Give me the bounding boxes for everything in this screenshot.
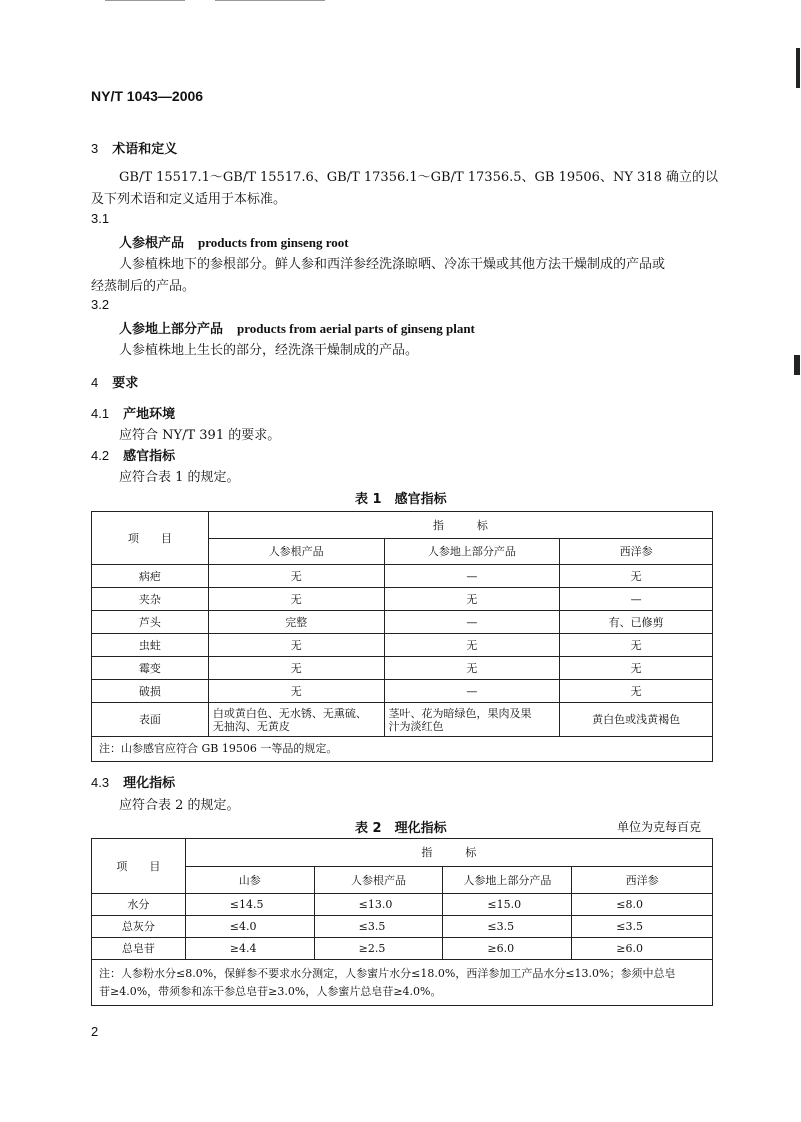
table-cell: — xyxy=(384,611,560,634)
table-cell: 完整 xyxy=(208,611,384,634)
table-cell: 夹杂 xyxy=(92,588,209,611)
table-row xyxy=(92,703,713,737)
section-3-intro-cont: 及下列术语和定义适用于本标准。 xyxy=(91,192,287,207)
table-cell: 白或黄白色、无水锈、无熏硫、 无抽沟、无黄皮 xyxy=(208,703,384,737)
table-row xyxy=(92,657,713,680)
term-3-1-title: 人参根产品 products from ginseng root xyxy=(119,235,349,251)
table-cell: 无 xyxy=(560,680,713,703)
section-4-2-heading: 4.2 感官指标 xyxy=(91,448,176,464)
section-4-1-text: 应符合 NY/T 391 的要求。 xyxy=(119,428,281,443)
table-cell: ≤3.5 xyxy=(572,916,713,938)
table-cell: 总灰分 xyxy=(92,916,186,938)
table-cell: 无 xyxy=(208,680,384,703)
section-4-2-text: 应符合表 1 的规定。 xyxy=(119,470,240,485)
term-3-1-definition: 人参植株地下的参根部分。鲜人参和西洋参经洗涤晾晒、冷冻干燥或其他方法干燥制成的产品或 xyxy=(119,257,666,272)
table-cell: ≤3.5 xyxy=(314,916,443,938)
table-row xyxy=(92,565,713,588)
table-cell: 破损 xyxy=(92,680,209,703)
table-row xyxy=(92,916,713,938)
table-2-col-header: 人参地上部分产品 xyxy=(443,867,572,894)
term-3-1-number: 3.1 xyxy=(91,211,110,226)
table-cell: 水分 xyxy=(92,894,186,916)
section-3-intro: GB/T 15517.1～GB/T 15517.6、GB/T 17356.1～GB/T 17356.5、GB 19506、NY 318 确立的以 xyxy=(119,170,718,185)
scan-edge-mark xyxy=(794,355,800,375)
table-cell: 无 xyxy=(384,588,560,611)
table-2-unit: 单位为克每百克 xyxy=(617,820,702,834)
table-cell: ≥6.0 xyxy=(572,938,713,960)
table-1-col-header: 人参根产品 xyxy=(208,539,384,565)
table-cell: ≥6.0 xyxy=(443,938,572,960)
table-1-caption: 表 1 感官指标 xyxy=(355,492,447,507)
table-1-item-header: 项 目 xyxy=(92,512,209,565)
table-cell: 虫蛀 xyxy=(92,634,209,657)
table-1 xyxy=(91,511,713,762)
table-cell: 黄白色或浅黄褐色 xyxy=(560,703,713,737)
table-row xyxy=(92,634,713,657)
table-cell: ≤3.5 xyxy=(443,916,572,938)
table-2 xyxy=(91,838,713,1006)
table-row xyxy=(92,680,713,703)
table-cell: — xyxy=(384,565,560,588)
section-4-3-heading: 4.3 理化指标 xyxy=(91,775,176,791)
table-cell: 无 xyxy=(208,657,384,680)
table-cell: 表面 xyxy=(92,703,209,737)
table-2-note: 注：人参粉水分≤8.0%，保鲜参不要求水分测定，人参蜜片水分≤18.0%，西洋参加工产品水分≤13.0%；参须中总皂 苷≥4.0%，带须参和冻干参总皂苷≥3.0%，人参蜜片总皂苷≥4.0%。 xyxy=(92,960,713,1006)
scan-line xyxy=(105,0,185,1)
scan-line xyxy=(215,0,325,1)
table-2-caption: 表 2 理化指标 xyxy=(355,821,447,836)
table-cell: 病疤 xyxy=(92,565,209,588)
table-cell: ≤15.0 xyxy=(443,894,572,916)
table-cell: 无 xyxy=(208,565,384,588)
table-cell: ≤13.0 xyxy=(314,894,443,916)
table-cell: 无 xyxy=(208,634,384,657)
table-2-col-header: 人参根产品 xyxy=(314,867,443,894)
table-1-group-header: 指 标 xyxy=(208,512,712,539)
table-cell: 无 xyxy=(384,634,560,657)
table-cell: 无 xyxy=(384,657,560,680)
table-1-col-header: 西洋参 xyxy=(560,539,713,565)
section-3-heading: 3 术语和定义 xyxy=(91,141,178,157)
table-cell: 无 xyxy=(560,657,713,680)
table-cell: — xyxy=(384,680,560,703)
table-2-col-header: 山参 xyxy=(185,867,314,894)
table-2-group-header: 指 标 xyxy=(185,839,712,867)
term-3-2-definition: 人参植株地上生长的部分，经洗涤干燥制成的产品。 xyxy=(119,343,419,358)
section-4-1-heading: 4.1 产地环境 xyxy=(91,406,176,422)
table-row xyxy=(92,894,713,916)
term-3-2-title: 人参地上部分产品 products from aerial parts of ginseng plant xyxy=(119,321,475,337)
table-2-item-header: 项 目 xyxy=(92,839,186,894)
standard-code: NY/T 1043—2006 xyxy=(91,88,204,104)
term-3-2-number: 3.2 xyxy=(91,297,110,312)
table-2-col-header: 西洋参 xyxy=(572,867,713,894)
table-cell: ≥4.4 xyxy=(185,938,314,960)
table-cell: ≤14.5 xyxy=(185,894,314,916)
table-cell: 无 xyxy=(560,634,713,657)
table-row xyxy=(92,611,713,634)
page-number: 2 xyxy=(91,1024,99,1039)
table-cell: ≤8.0 xyxy=(572,894,713,916)
table-cell: 总皂苷 xyxy=(92,938,186,960)
table-cell: 芦头 xyxy=(92,611,209,634)
scan-edge-mark xyxy=(796,48,800,88)
table-1-note: 注：山参感官应符合 GB 19506 一等品的规定。 xyxy=(92,737,713,762)
term-3-1-definition-cont: 经蒸制后的产品。 xyxy=(91,279,196,294)
table-cell: 霉变 xyxy=(92,657,209,680)
table-cell: 有、已修剪 xyxy=(560,611,713,634)
table-cell: 无 xyxy=(208,588,384,611)
section-4-3-text: 应符合表 2 的规定。 xyxy=(119,798,240,813)
table-cell: — xyxy=(560,588,713,611)
table-cell: 无 xyxy=(560,565,713,588)
table-row xyxy=(92,938,713,960)
section-4-heading: 4 要求 xyxy=(91,375,139,391)
table-cell: ≤4.0 xyxy=(185,916,314,938)
table-cell: 茎叶、花为暗绿色，果肉及果 汁为淡红色 xyxy=(384,703,560,737)
table-1-col-header: 人参地上部分产品 xyxy=(384,539,560,565)
table-cell: ≥2.5 xyxy=(314,938,443,960)
table-row xyxy=(92,588,713,611)
